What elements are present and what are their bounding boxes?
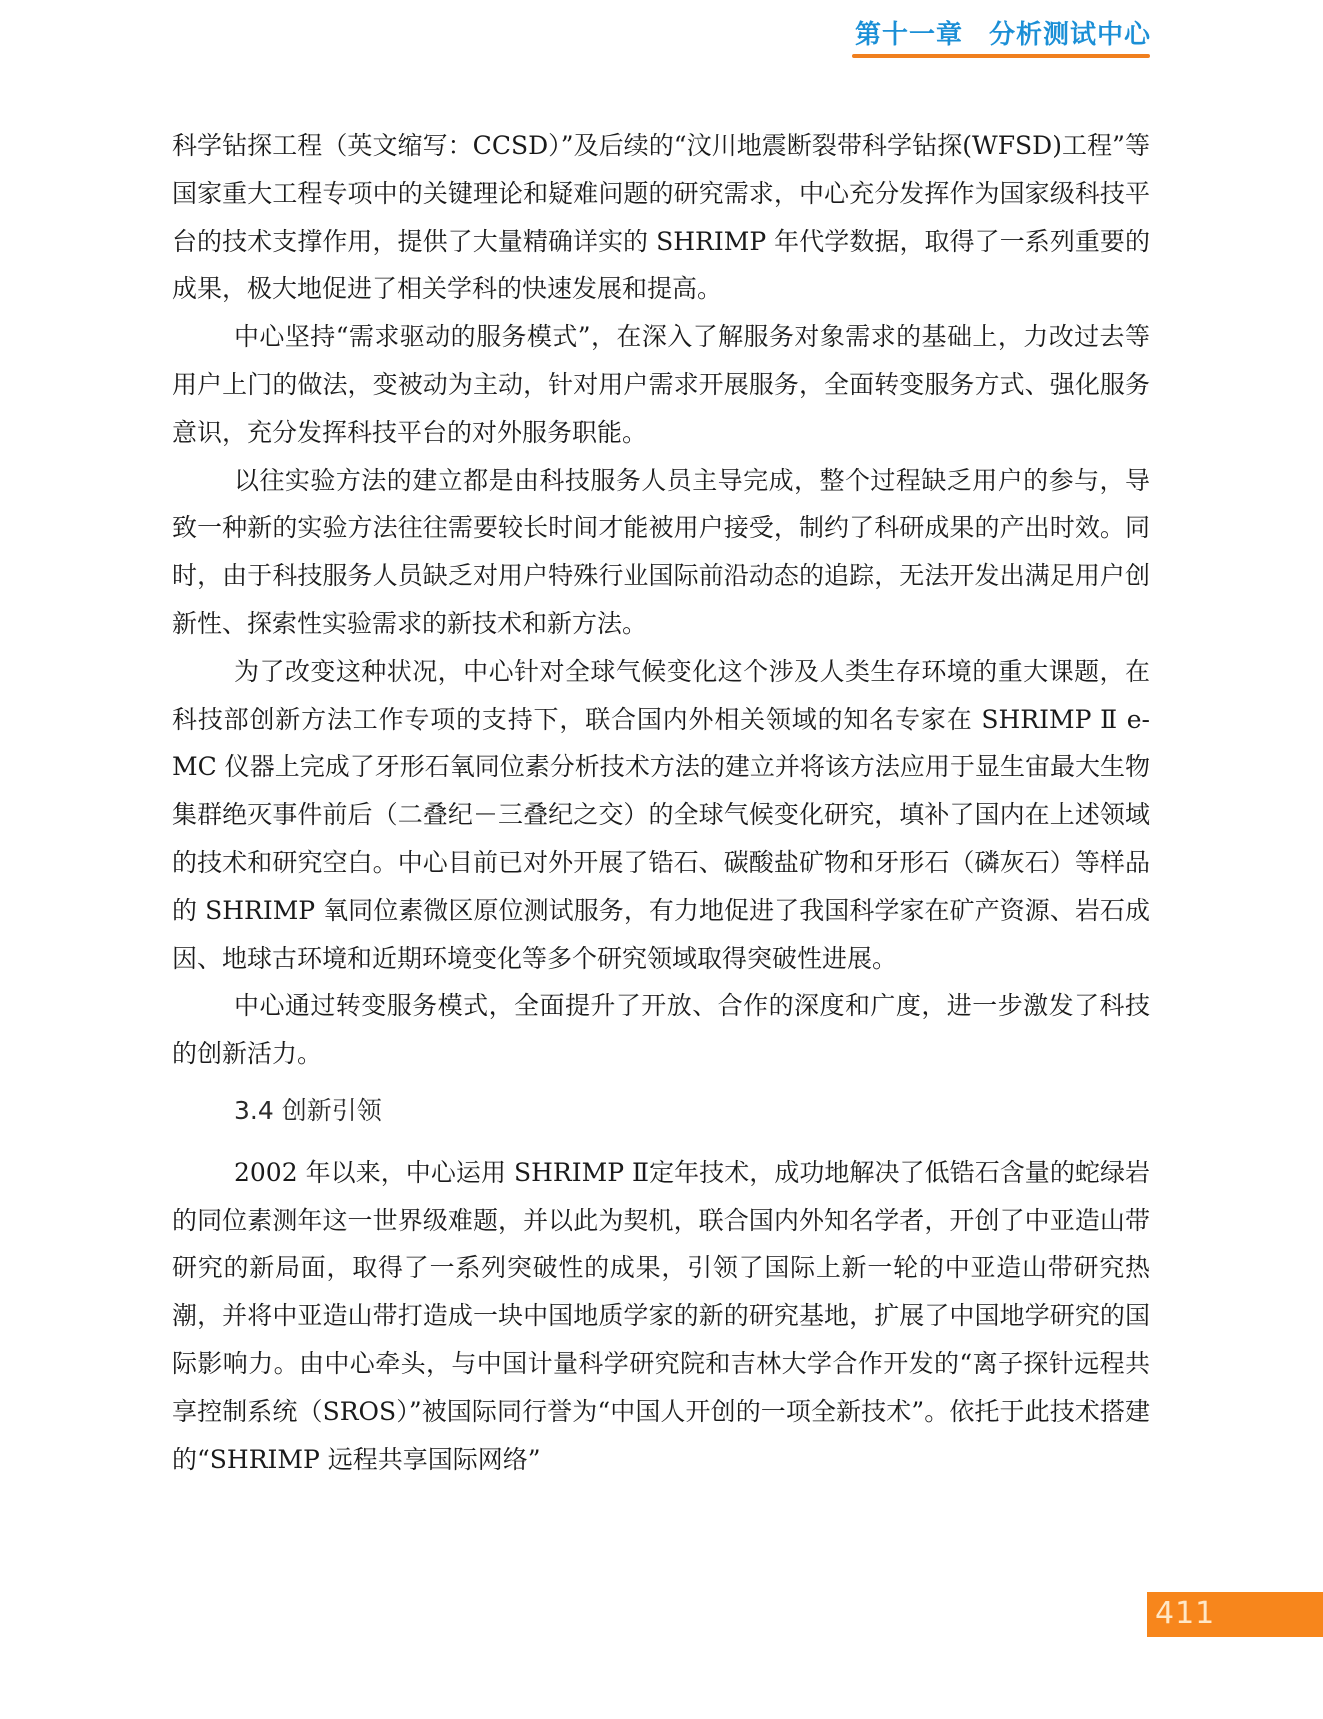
paragraph: 中心通过转变服务模式，全面提升了开放、合作的深度和广度，进一步激发了科技的创新活力。	[172, 991, 1150, 1069]
paragraph: 中心坚持“需求驱动的服务模式”，在深入了解服务对象需求的基础上，力改过去等用户上门的做法，变被动为主动，针对用户需求开展服务，全面转变服务方式、强化服务意识，充分发挥科技平台的对外服务职能。	[172, 322, 1150, 447]
paragraph: 以往实验方法的建立都是由科技服务人员主导完成，整个过程缺乏用户的参与，导致一种新的实验方法往往需要较长时间才能被用户接受，制约了科研成果的产出时效。同时，由于科技服务人员缺乏对用户特殊行业国际前沿动态的追踪，无法开发出满足用户创新性、探索性实验需求的新技术和新方法。	[172, 465, 1150, 638]
paragraph: 为了改变这种状况，中心针对全球气候变化这个涉及人类生存环境的重大课题，在科技部创新方法工作专项的支持下，联合国内外相关领域的知名专家在 SHRIMP Ⅱ e-MC 仪器上完成了牙形石氧同位素分析技术方法的建立并将该方法应用于显生宙最大生物集群绝灭事件前后（二叠纪－三叠纪之交）的全球气候变化研究，填补了国内在上述领域的技术和研究空白。中心目前已对外开展了锆石、碳酸盐矿物和牙形石（磷灰石）等样品的 SHRIMP 氧同位素微区原位测试服务，有力地促进了我国科学家在矿产资源、岩石成因、地球古环境和近期环境变化等多个研究领域取得突破性进展。	[172, 656, 1150, 973]
running-header	[855, 14, 1151, 51]
page-number: 411	[1155, 1596, 1216, 1631]
chapter-title: 分析测试中心	[989, 20, 1152, 50]
chapter-label: 第十一章	[855, 20, 964, 50]
header-rule	[852, 54, 1150, 58]
section-heading: 3.4 创新引领	[234, 1095, 382, 1125]
body-text	[172, 122, 1150, 1483]
paragraph-continued: 科学钻探工程（英文缩写：CCSD）”及后续的“汶川地震断裂带科学钻探(WFSD)工程”等国家重大工程专项中的关键理论和疑难问题的研究需求，中心充分发挥作为国家级科技平台的技术支撑作用，提供了大量精确详实的 SHRIMP 年代学数据，取得了一系列重要的成果，极大地促进了相关学科的快速发展和提高。	[172, 131, 1150, 304]
paragraph: 2002 年以来，中心运用 SHRIMP Ⅱ定年技术，成功地解决了低锆石含量的蛇绿岩的同位素测年这一世界级难题，并以此为契机，联合国内外知名学者，开创了中亚造山带研究的新局面，取得了一系列突破性的成果，引领了国际上新一轮的中亚造山带研究热潮，并将中亚造山带打造成一块中国地质学家的新的研究基地，扩展了中国地学研究的国际影响力。由中心牵头，与中国计量科学研究院和吉林大学合作开发的“离子探针远程共享控制系统（SROS）”被国际同行誉为“中国人开创的一项全新技术”。依托于此技术搭建的“SHRIMP 远程共享国际网络”	[172, 1157, 1150, 1474]
